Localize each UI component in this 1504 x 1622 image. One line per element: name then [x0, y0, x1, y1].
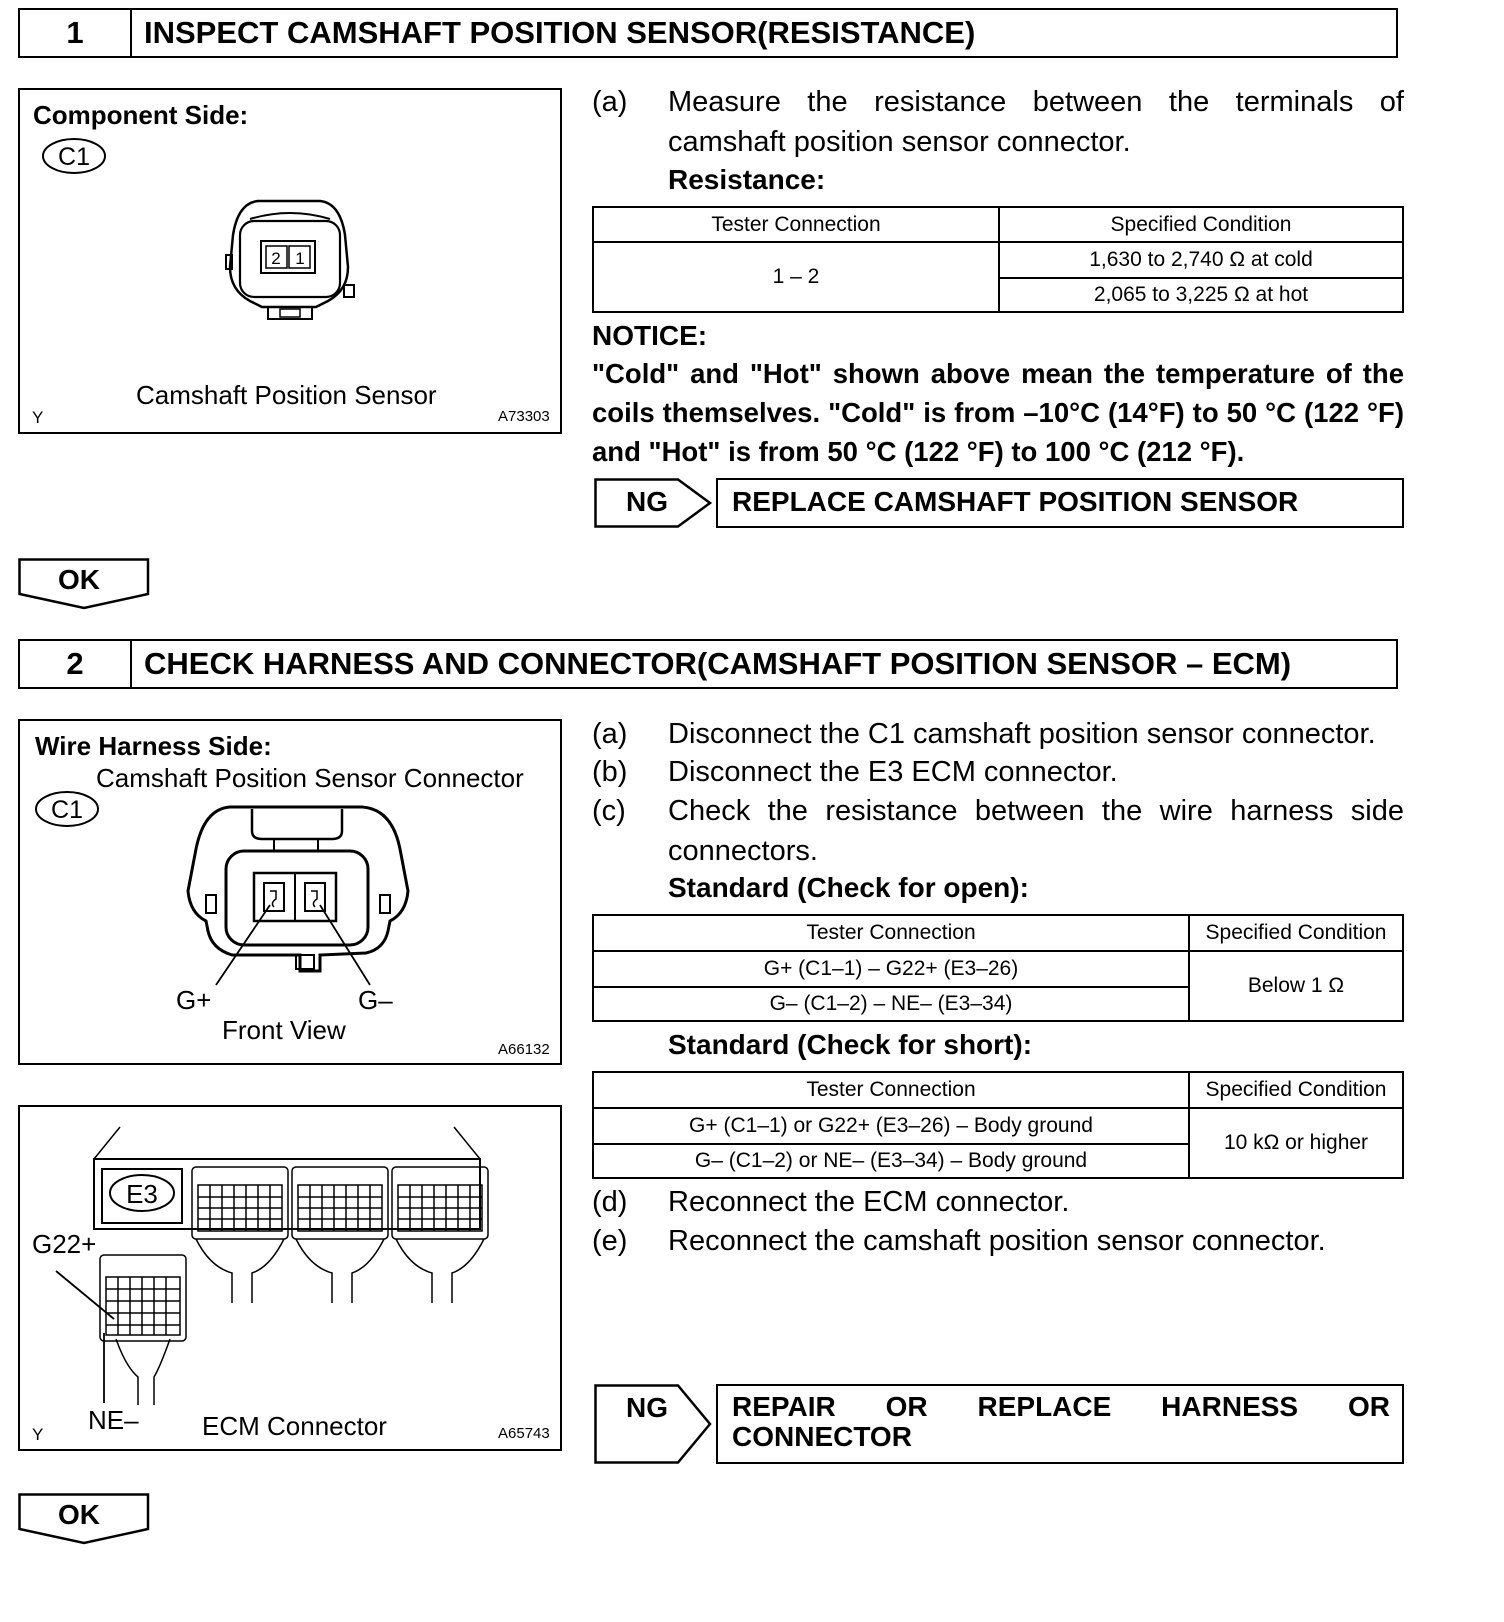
connector-c1-badge: [33, 789, 103, 831]
front-view-label: Front View: [222, 1015, 346, 1045]
pin-label-1: 1: [295, 249, 305, 268]
connector-c1-id: C1: [51, 796, 83, 824]
instruction-label: (d): [592, 1186, 628, 1218]
component-side-figure: [18, 88, 562, 434]
notice-text: "Cold" and "Hot" shown above mean the temperature of the coils themselves. "Cold" is from –10°C (14°F) to 50 °C (122 °F) and "Hot" is from 50 °C (122 °F) to 100 °C (212 °F).: [592, 358, 1404, 467]
step2-instruction-b: [592, 752, 1404, 792]
ecm-connector-drawing: [20, 1107, 560, 1449]
pin-label-g-minus: G–: [358, 985, 393, 1015]
ng-label: NG: [626, 1392, 668, 1423]
figure-code: A73303: [498, 408, 550, 425]
instruction-text: Reconnect the camshaft position sensor connector.: [668, 1225, 1326, 1257]
table-cell-condition: 10 kΩ or higher: [1189, 1108, 1403, 1178]
table-row: G– (C1–2) or NE– (E3–34) – Body ground: [593, 1144, 1189, 1178]
instruction-label: (a): [592, 718, 628, 750]
table-header: Tester Connection: [593, 1072, 1189, 1108]
corner-mark: Y: [32, 1425, 44, 1444]
resistance-table: [592, 206, 1404, 313]
table-header: Specified Condition: [1189, 915, 1403, 951]
component-side-label: Component Side:: [33, 100, 249, 130]
instruction-label: (e): [592, 1225, 628, 1257]
step2-title: CHECK HARNESS AND CONNECTOR(CAMSHAFT POSITION SENSOR – ECM): [144, 646, 1292, 681]
wire-harness-side-label: Wire Harness Side:: [35, 731, 272, 761]
connector-c1-badge: [40, 136, 110, 178]
step1-ng-result: [594, 478, 1404, 528]
instruction-text: Check the resistance between the wire harness side connectors.: [668, 795, 1404, 867]
table-row: G+ (C1–1) or G22+ (E3–26) – Body ground: [593, 1108, 1189, 1144]
short-check-table: [592, 1071, 1404, 1179]
instruction-label: (a): [592, 86, 628, 118]
table-header: Tester Connection: [593, 207, 999, 242]
table-header: Specified Condition: [1189, 1072, 1403, 1108]
table-cell-cold: 1,630 to 2,740 Ω at cold: [999, 242, 1403, 278]
step2-instruction-d: [592, 1182, 1404, 1222]
instruction-text: Reconnect the ECM connector.: [668, 1186, 1070, 1218]
corner-mark: Y: [32, 408, 44, 427]
step2-ng-result: [594, 1384, 1404, 1464]
ng-action-line2: CONNECTOR: [732, 1421, 912, 1452]
figure-code: A66132: [498, 1041, 550, 1058]
table-header: Tester Connection: [593, 915, 1189, 951]
open-check-heading: Standard (Check for open):: [668, 872, 1029, 903]
table-header: Specified Condition: [999, 207, 1403, 242]
short-check-heading: Standard (Check for short):: [668, 1029, 1033, 1060]
camshaft-sensor-caption: Camshaft Position Sensor: [136, 380, 437, 410]
instruction-text: Disconnect the C1 camshaft position sensor connector.: [668, 718, 1376, 750]
table-row: G+ (C1–1) – G22+ (E3–26): [593, 951, 1189, 987]
connector-c1-id: C1: [58, 143, 90, 171]
resistance-heading: Resistance:: [668, 164, 826, 195]
wire-harness-side-figure: [18, 719, 562, 1065]
figure-code: A65743: [498, 1425, 550, 1442]
ecm-connector-figure: [18, 1105, 562, 1451]
camshaft-sensor-connector-drawing: [220, 195, 360, 325]
ng-action: [716, 1384, 1404, 1464]
notice-heading: NOTICE:: [592, 320, 708, 351]
step1-title: INSPECT CAMSHAFT POSITION SENSOR(RESISTANCE): [144, 15, 976, 50]
ok-label: OK: [58, 1499, 100, 1530]
table-cell-connection: 1 – 2: [593, 242, 999, 312]
connector-name: Camshaft Position Sensor Connector: [96, 763, 524, 793]
step2-instruction-a: [592, 714, 1404, 754]
step2-header: [18, 639, 1398, 689]
ng-action: REPLACE CAMSHAFT POSITION SENSOR: [716, 478, 1404, 528]
step2-instruction-c: [592, 791, 1404, 871]
instruction-label: (c): [592, 795, 626, 827]
instruction-text: Disconnect the E3 ECM connector.: [668, 756, 1118, 788]
ng-label: NG: [626, 486, 668, 517]
open-check-table: [592, 914, 1404, 1022]
harness-connector-drawing: [170, 799, 430, 1004]
table-row: G– (C1–2) – NE– (E3–34): [593, 987, 1189, 1021]
ok-label: OK: [58, 564, 100, 595]
ecm-connector-caption: ECM Connector: [202, 1411, 387, 1441]
table-cell-hot: 2,065 to 3,225 Ω at hot: [999, 278, 1403, 312]
ecm-connector-id: E3: [126, 1179, 158, 1209]
step1-number: 1: [20, 10, 132, 56]
step2-number: 2: [20, 641, 132, 687]
pin-label-2: 2: [271, 249, 281, 268]
pin-label-ne-minus: NE–: [88, 1405, 139, 1435]
pin-label-g22-plus: G22+: [32, 1229, 97, 1259]
step1-instruction-a: [592, 82, 1404, 162]
step1-header: [18, 8, 1398, 58]
instruction-text: Measure the resistance between the terminals of camshaft position sensor connector.: [668, 86, 1404, 158]
step2-instruction-e: [592, 1221, 1404, 1261]
instruction-label: (b): [592, 756, 628, 788]
table-cell-condition: Below 1 Ω: [1189, 951, 1403, 1021]
ng-action-line1: REPAIR OR REPLACE HARNESS OR: [732, 1391, 1390, 1422]
pin-label-g-plus: G+: [176, 985, 212, 1015]
